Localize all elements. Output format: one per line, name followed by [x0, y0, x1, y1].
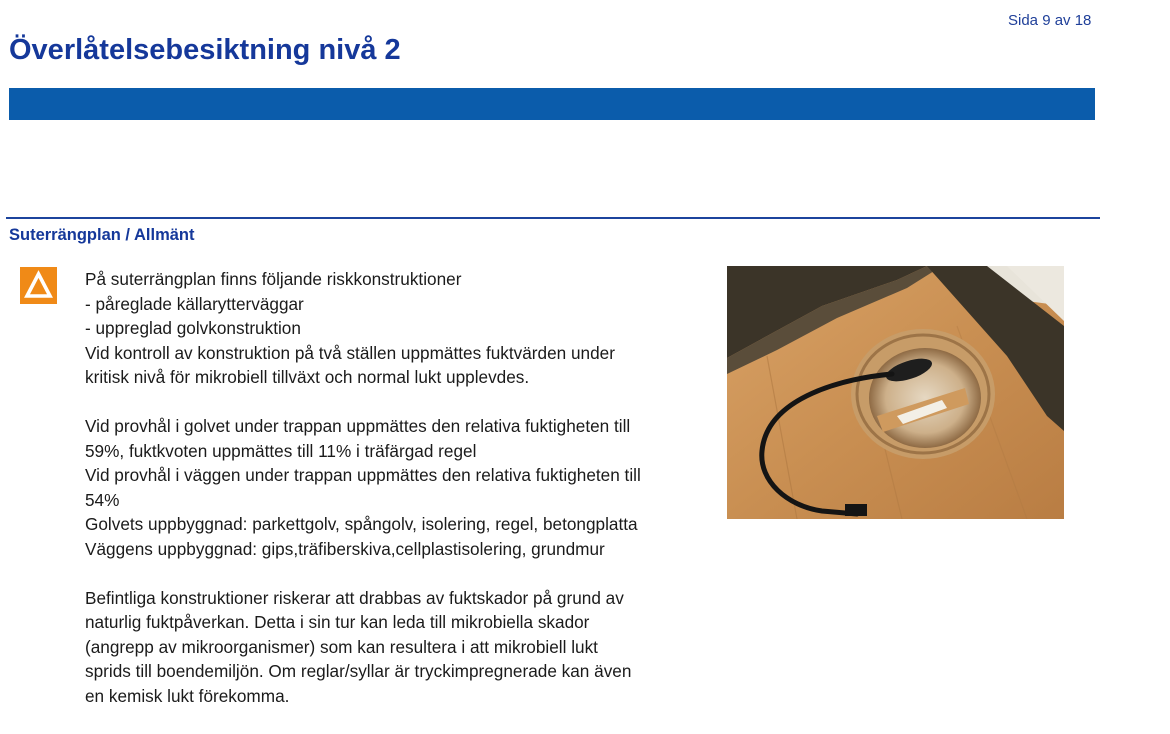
- text-line: Väggens uppbyggnad: gips,träfiberskiva,cellplastisolering, grundmur: [85, 538, 605, 559]
- assessment-text: [85, 267, 710, 708]
- text-line: naturlig fuktpåverkan. Detta i sin tur kan leda till mikrobiella skador: [85, 612, 590, 632]
- text-line: en kemisk lukt förekomma.: [85, 685, 290, 706]
- page-title: Överlåtelsebesiktning nivå 2: [9, 34, 401, 66]
- text-line: Vid provhål i golvet under trappan uppmättes den relativa fuktigheten till: [85, 416, 631, 436]
- text-line: 54%: [85, 489, 120, 510]
- section-heading: Suterrängplan / Allmänt: [9, 226, 195, 244]
- text-line: sprids till boendemiljön. Om reglar/syllar är tryckimpregnerade kan även: [85, 661, 632, 681]
- text-line: kritisk nivå för mikrobiell tillväxt och normal lukt upplevdes.: [85, 367, 530, 387]
- text-line: - uppreglad golvkonstruktion: [85, 318, 301, 338]
- inspection-photo: [727, 266, 1064, 519]
- text-line: Befintliga konstruktioner riskerar att drabbas av fuktskador på grund av: [85, 587, 624, 608]
- text-line: (angrepp av mikroorganismer) som kan resultera i att mikrobiell lukt: [85, 636, 598, 657]
- text-line: - påreglade källarytterväggar: [85, 293, 304, 314]
- text-line: Golvets uppbyggnad: parkettgolv, spångolv, isolering, regel, betongplatta: [85, 514, 638, 534]
- text-line: Vid kontroll av konstruktion på två ställen uppmättes fuktvärden under: [85, 342, 615, 363]
- section-divider: [6, 217, 1100, 219]
- text-line: På suterrängplan finns följande riskkonstruktioner: [85, 269, 462, 289]
- text-line: 59%, fuktkvoten uppmättes till 11% i träfärgad regel: [85, 440, 477, 461]
- title-bar: [9, 88, 1095, 120]
- paragraph-gap: [85, 390, 710, 415]
- page-number: Sida 9 av 18: [1008, 12, 1092, 29]
- warning-triangle-icon: [20, 267, 57, 304]
- text-line: Vid provhål i väggen under trappan uppmättes den relativa fuktigheten till: [85, 465, 641, 485]
- paragraph-gap: [85, 561, 710, 586]
